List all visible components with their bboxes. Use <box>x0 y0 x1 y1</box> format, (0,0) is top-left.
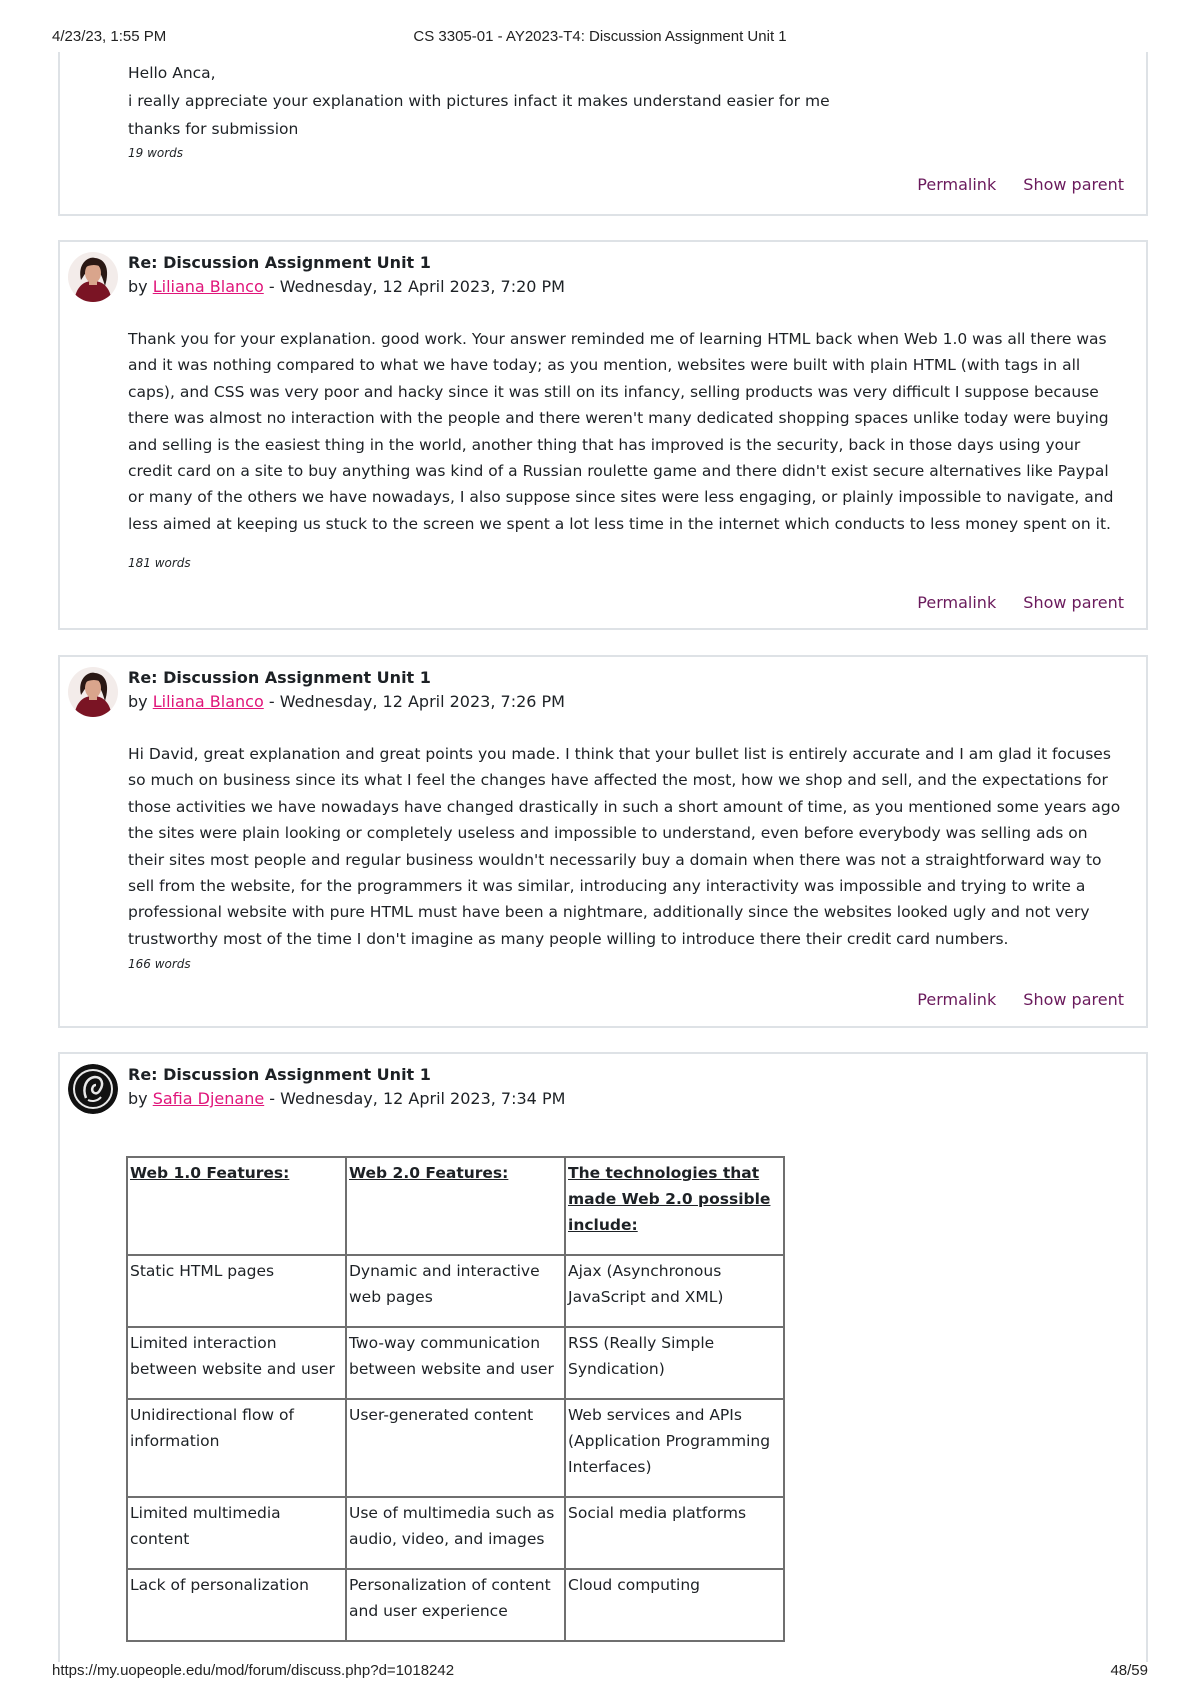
table-cell: Web services and APIs (Application Programming Interfaces) <box>565 1399 784 1497</box>
table-cell: Ajax (Asynchronous JavaScript and XML) <box>565 1255 784 1327</box>
post-byline <box>128 1088 565 1110</box>
show-parent-link[interactable]: Show parent <box>1023 593 1124 612</box>
table-cell: Social media platforms <box>565 1497 784 1569</box>
permalink-link[interactable]: Permalink <box>917 175 997 194</box>
forum-post <box>58 52 1148 216</box>
byline-prefix: by <box>128 277 148 296</box>
table-row <box>127 1327 784 1399</box>
page-number: 48/59 <box>1110 1662 1148 1679</box>
post-content <box>128 59 1126 161</box>
print-page-title: CS 3305-01 - AY2023-T4: Discussion Assignment Unit 1 <box>413 28 787 45</box>
table-cell: Static HTML pages <box>127 1255 346 1327</box>
table-cell: Dynamic and interactive web pages <box>346 1255 565 1327</box>
word-count: 19 words <box>128 146 184 160</box>
table-cell: Unidirectional flow of information <box>127 1399 346 1497</box>
permalink-link[interactable]: Permalink <box>917 593 997 612</box>
post-date: - Wednesday, 12 April 2023, 7:20 PM <box>263 277 565 296</box>
table-header-cell: Web 1.0 Features: <box>127 1157 346 1255</box>
print-footer <box>52 1662 1148 1682</box>
author-link[interactable]: Liliana Blanco <box>152 692 264 711</box>
post-actions <box>895 175 1124 194</box>
post-subject: Re: Discussion Assignment Unit 1 <box>128 668 431 687</box>
table-header-cell: The technologies that made Web 2.0 possible include: <box>565 1157 784 1255</box>
word-count: 181 words <box>128 556 191 571</box>
post-actions <box>895 990 1124 1009</box>
avatar[interactable] <box>68 252 118 302</box>
page-url: https://my.uopeople.edu/mod/forum/discuss.php?d=1018242 <box>52 1662 455 1679</box>
table-cell: Use of multimedia such as audio, video, and images <box>346 1497 565 1569</box>
author-link[interactable]: Safia Djenane <box>152 1089 265 1108</box>
post-subject: Re: Discussion Assignment Unit 1 <box>128 253 431 272</box>
byline-prefix: by <box>128 1089 148 1108</box>
user-avatar-icon <box>68 667 118 717</box>
word-count: 166 words <box>128 957 191 972</box>
table-cell: Lack of personalization <box>127 1569 346 1641</box>
post-subject: Re: Discussion Assignment Unit 1 <box>128 1065 431 1084</box>
post-byline <box>128 276 565 298</box>
show-parent-link[interactable]: Show parent <box>1023 175 1124 194</box>
table-cell: Limited interaction between website and user <box>127 1327 346 1399</box>
table-header-cell: Web 2.0 Features: <box>346 1157 565 1255</box>
forum-post <box>58 240 1148 630</box>
avatar[interactable] <box>68 667 118 717</box>
table-row <box>127 1497 784 1569</box>
table-cell: Limited multimedia content <box>127 1497 346 1569</box>
table-cell: Personalization of content and user experience <box>346 1569 565 1641</box>
post-text-line: i really appreciate your explanation with pictures infact it makes understand easier for me <box>128 92 830 110</box>
post-actions <box>895 593 1124 612</box>
post-date: - Wednesday, 12 April 2023, 7:26 PM <box>263 692 565 711</box>
permalink-link[interactable]: Permalink <box>917 990 997 1009</box>
post-body: Thank you for your explanation. good work. Your answer reminded me of learning HTML back when Web 1.0 was all there was and it was nothing compared to what we have today; as you mention, websites were built with plain HTML (with tags in all caps), and CSS was very poor and hacky since it was still on its infancy, selling products was very difficult I suppose because there was almost no interaction with the people and there weren't many dedicated shopping spaces unlike today were buying and selling is the easiest thing in the world, another thing that has improved is the security, back in those days using your credit card on a site to buy anything was kind of a Russian roulette game and there didn't exist secure alternatives like Paypal or many of the others we have nowadays, I also suppose since sites were less engaging, or plainly impossible to navigate, and less aimed at keeping us stuck to the screen we spent a lot less time in the internet which conducts to less money spent on it. <box>128 330 1114 533</box>
post-body: Hi David, great explanation and great points you made. I think that your bullet list is entirely accurate and I am glad it focuses so much on business since its what I feel the changes have affected the most, how we shop and sell, and the expectations for those activities we have nowadays have changed drastically in such a short amount of time, as you mentioned some years ago the sites were plain looking or completely useless and impossible to understand, even before everybody was selling ads on their sites most people and regular business wouldn't necessarily buy a domain when there was not a straightforward way to sell from the website, for the programmers it was similar, introducing any interactivity was impossible and trying to write a professional website with pure HTML must have been a nightmare, additionally since the websites looked ugly and not very trustworthy most of the time I don't imagine as many people willing to introduce there their credit card numbers. <box>128 745 1121 948</box>
features-table <box>126 1156 785 1642</box>
table-header-row <box>127 1157 784 1255</box>
table-row <box>127 1399 784 1497</box>
table-cell: Cloud computing <box>565 1569 784 1641</box>
forum-post <box>58 1052 1148 1662</box>
user-avatar-icon <box>68 1064 118 1114</box>
post-byline <box>128 691 565 713</box>
post-text-line: thanks for submission <box>128 120 299 138</box>
table-cell: Two-way communication between website and user <box>346 1327 565 1399</box>
avatar[interactable] <box>68 1064 118 1114</box>
post-content <box>128 326 1126 571</box>
table-cell: User-generated content <box>346 1399 565 1497</box>
print-header <box>52 28 1148 48</box>
table-row <box>127 1255 784 1327</box>
print-date: 4/23/23, 1:55 PM <box>52 28 167 45</box>
forum-post <box>58 655 1148 1028</box>
byline-prefix: by <box>128 692 148 711</box>
post-text-line: Hello Anca, <box>128 64 216 82</box>
author-link[interactable]: Liliana Blanco <box>152 277 264 296</box>
show-parent-link[interactable]: Show parent <box>1023 990 1124 1009</box>
table-row <box>127 1569 784 1641</box>
post-date: - Wednesday, 12 April 2023, 7:34 PM <box>264 1089 566 1108</box>
table-cell: RSS (Really Simple Syndication) <box>565 1327 784 1399</box>
post-content <box>128 741 1126 972</box>
user-avatar-icon <box>68 252 118 302</box>
